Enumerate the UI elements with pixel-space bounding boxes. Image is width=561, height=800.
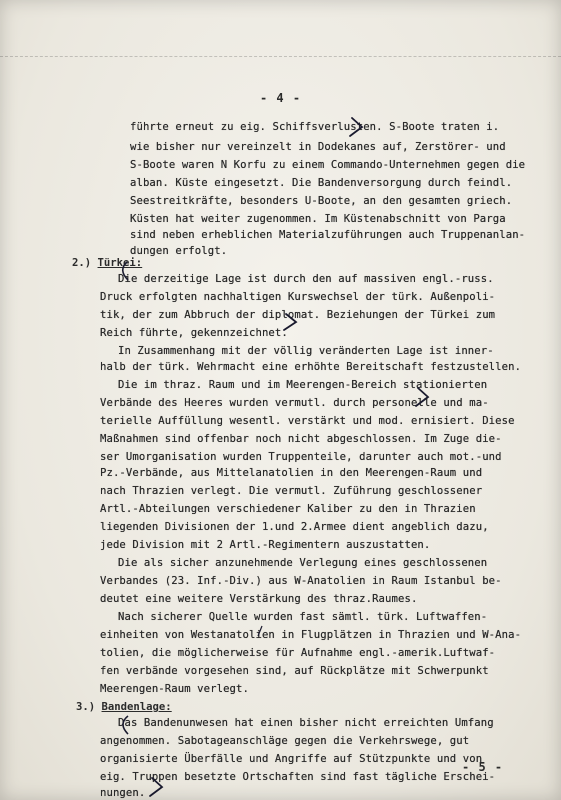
section-title: Bandenlage:: [101, 701, 172, 713]
text-line: angenommen. Sabotageanschläge gegen die Verkehrswege, gut: [100, 735, 470, 747]
text-line: Seestreitkräfte, besonders U-Boote, an den gesamten griech.: [130, 195, 513, 207]
text-line: Maßnahmen sind offenbar noch nicht abgeschlossen. Im Zuge die-: [100, 433, 502, 445]
text-line: Druck erfolgten nachhaltigen Kurswechsel der türk. Außenpoli-: [100, 291, 496, 303]
text-line: Nach sicherer Quelle wurden fast sämtl. türk. Luftwaffen-: [118, 611, 488, 623]
bracket-mark-2: [123, 262, 128, 280]
text-line: organisierte Überfälle und Angriffe auf Stützpunkte und von: [100, 753, 483, 765]
text-line: Das Bandenunwesen hat einen bisher nicht erreichten Umfang: [118, 717, 494, 729]
bracket-mark-3: [284, 314, 296, 330]
text-line: wie bisher nur vereinzelt in Dodekanes auf, Zerstörer- und: [130, 141, 506, 153]
text-line: terielle Auffüllung wesentl. verstärkt und mod. ernisiert. Diese: [100, 415, 515, 427]
pen-stroke: [258, 626, 262, 636]
text-line: alban. Küste eingesetzt. Die Bandenversorgung durch feindl.: [130, 177, 513, 189]
text-line: Pz.-Verbände, aus Mittelanatolien in den Meerengen-Raum und: [100, 467, 483, 479]
text-line: nach Thrazien verlegt. Die vermutl. Zuführung geschlossener: [100, 485, 483, 497]
text-line: Küsten hat weiter zugenommen. Im Küstenabschnitt von Parga: [130, 213, 506, 225]
text-line: sind neben erheblichen Materialzuführungen auch Truppenanlan-: [130, 229, 526, 241]
text-line: führte erneut zu eig. Schiffsverlusten. S-Boote traten i.: [130, 121, 500, 133]
text-line: halb der türk. Wehrmacht eine erhöhte Bereitschaft festzustellen.: [100, 361, 522, 373]
text-line: Verbände des Heeres wurden vermutl. durch personelle und ma-: [100, 397, 489, 409]
text-line: S-Boote waren N Korfu zu einem Commando-Unternehmen gegen die: [130, 159, 526, 171]
text-line: liegenden Divisionen der 1.und 2.Armee dient angeblich dazu,: [100, 521, 489, 533]
text-line: jede Division mit 2 Artl.-Regimentern auszustatten.: [100, 539, 431, 551]
text-line: einheiten von Westanatolien in Flugplätzen in Thrazien und W-Ana-: [100, 629, 522, 641]
text-line: eig. Truppen besetzte Ortschaften sind fast tägliche Erschei-: [100, 771, 496, 783]
text-line: Artl.-Abteilungen verschiedener Kaliber zu den in Thrazien: [100, 503, 476, 515]
text-line: Die als sicher anzunehmende Verlegung eines geschlossenen: [118, 557, 488, 569]
bracket-mark-6: [150, 778, 162, 796]
text-line: nungen.: [100, 787, 146, 799]
text-line: fen verbände vorgesehen sind, auf Rückplätze mit Schwerpunkt: [100, 665, 489, 677]
text-line: ser Umorganisation wurden Truppenteile, darunter auch mot.-und: [100, 451, 502, 463]
bracket-mark-1: [350, 118, 362, 136]
text-line: deutet eine weitere Verstärkung des thraz.Raumes.: [100, 593, 418, 605]
page-number-top: - 4 -: [259, 91, 302, 105]
text-line: Reich führte, gekennzeichnet.: [100, 327, 288, 339]
text-line: Die derzeitige Lage ist durch den auf massiven engl.-russ.: [118, 273, 494, 285]
section-number: 2.): [72, 257, 92, 269]
text-line: tolien, die möglicherweise für Aufnahme engl.-amerik.Luftwaf-: [100, 647, 496, 659]
section-title: Türkei:: [97, 257, 143, 269]
bracket-mark-4: [416, 388, 428, 406]
bracket-mark-5: [123, 716, 128, 734]
text-line: Meerengen-Raum verlegt.: [100, 683, 249, 695]
text-line: In Zusammenhang mit der völlig veränderten Lage ist inner-: [118, 345, 494, 357]
text-line: dungen erfolgt.: [130, 245, 228, 257]
text-line: Verbandes (23. Inf.-Div.) aus W-Anatolien in Raum Istanbul be-: [100, 575, 502, 587]
section-number: 3.): [76, 701, 96, 713]
text-line: Die im thraz. Raum und im Meerengen-Bereich stationierten: [118, 379, 488, 391]
text-line: tik, der zum Abbruch der diplomat. Beziehungen der Türkei zum: [100, 309, 496, 321]
page-number-bottom: - 5 -: [462, 760, 504, 774]
